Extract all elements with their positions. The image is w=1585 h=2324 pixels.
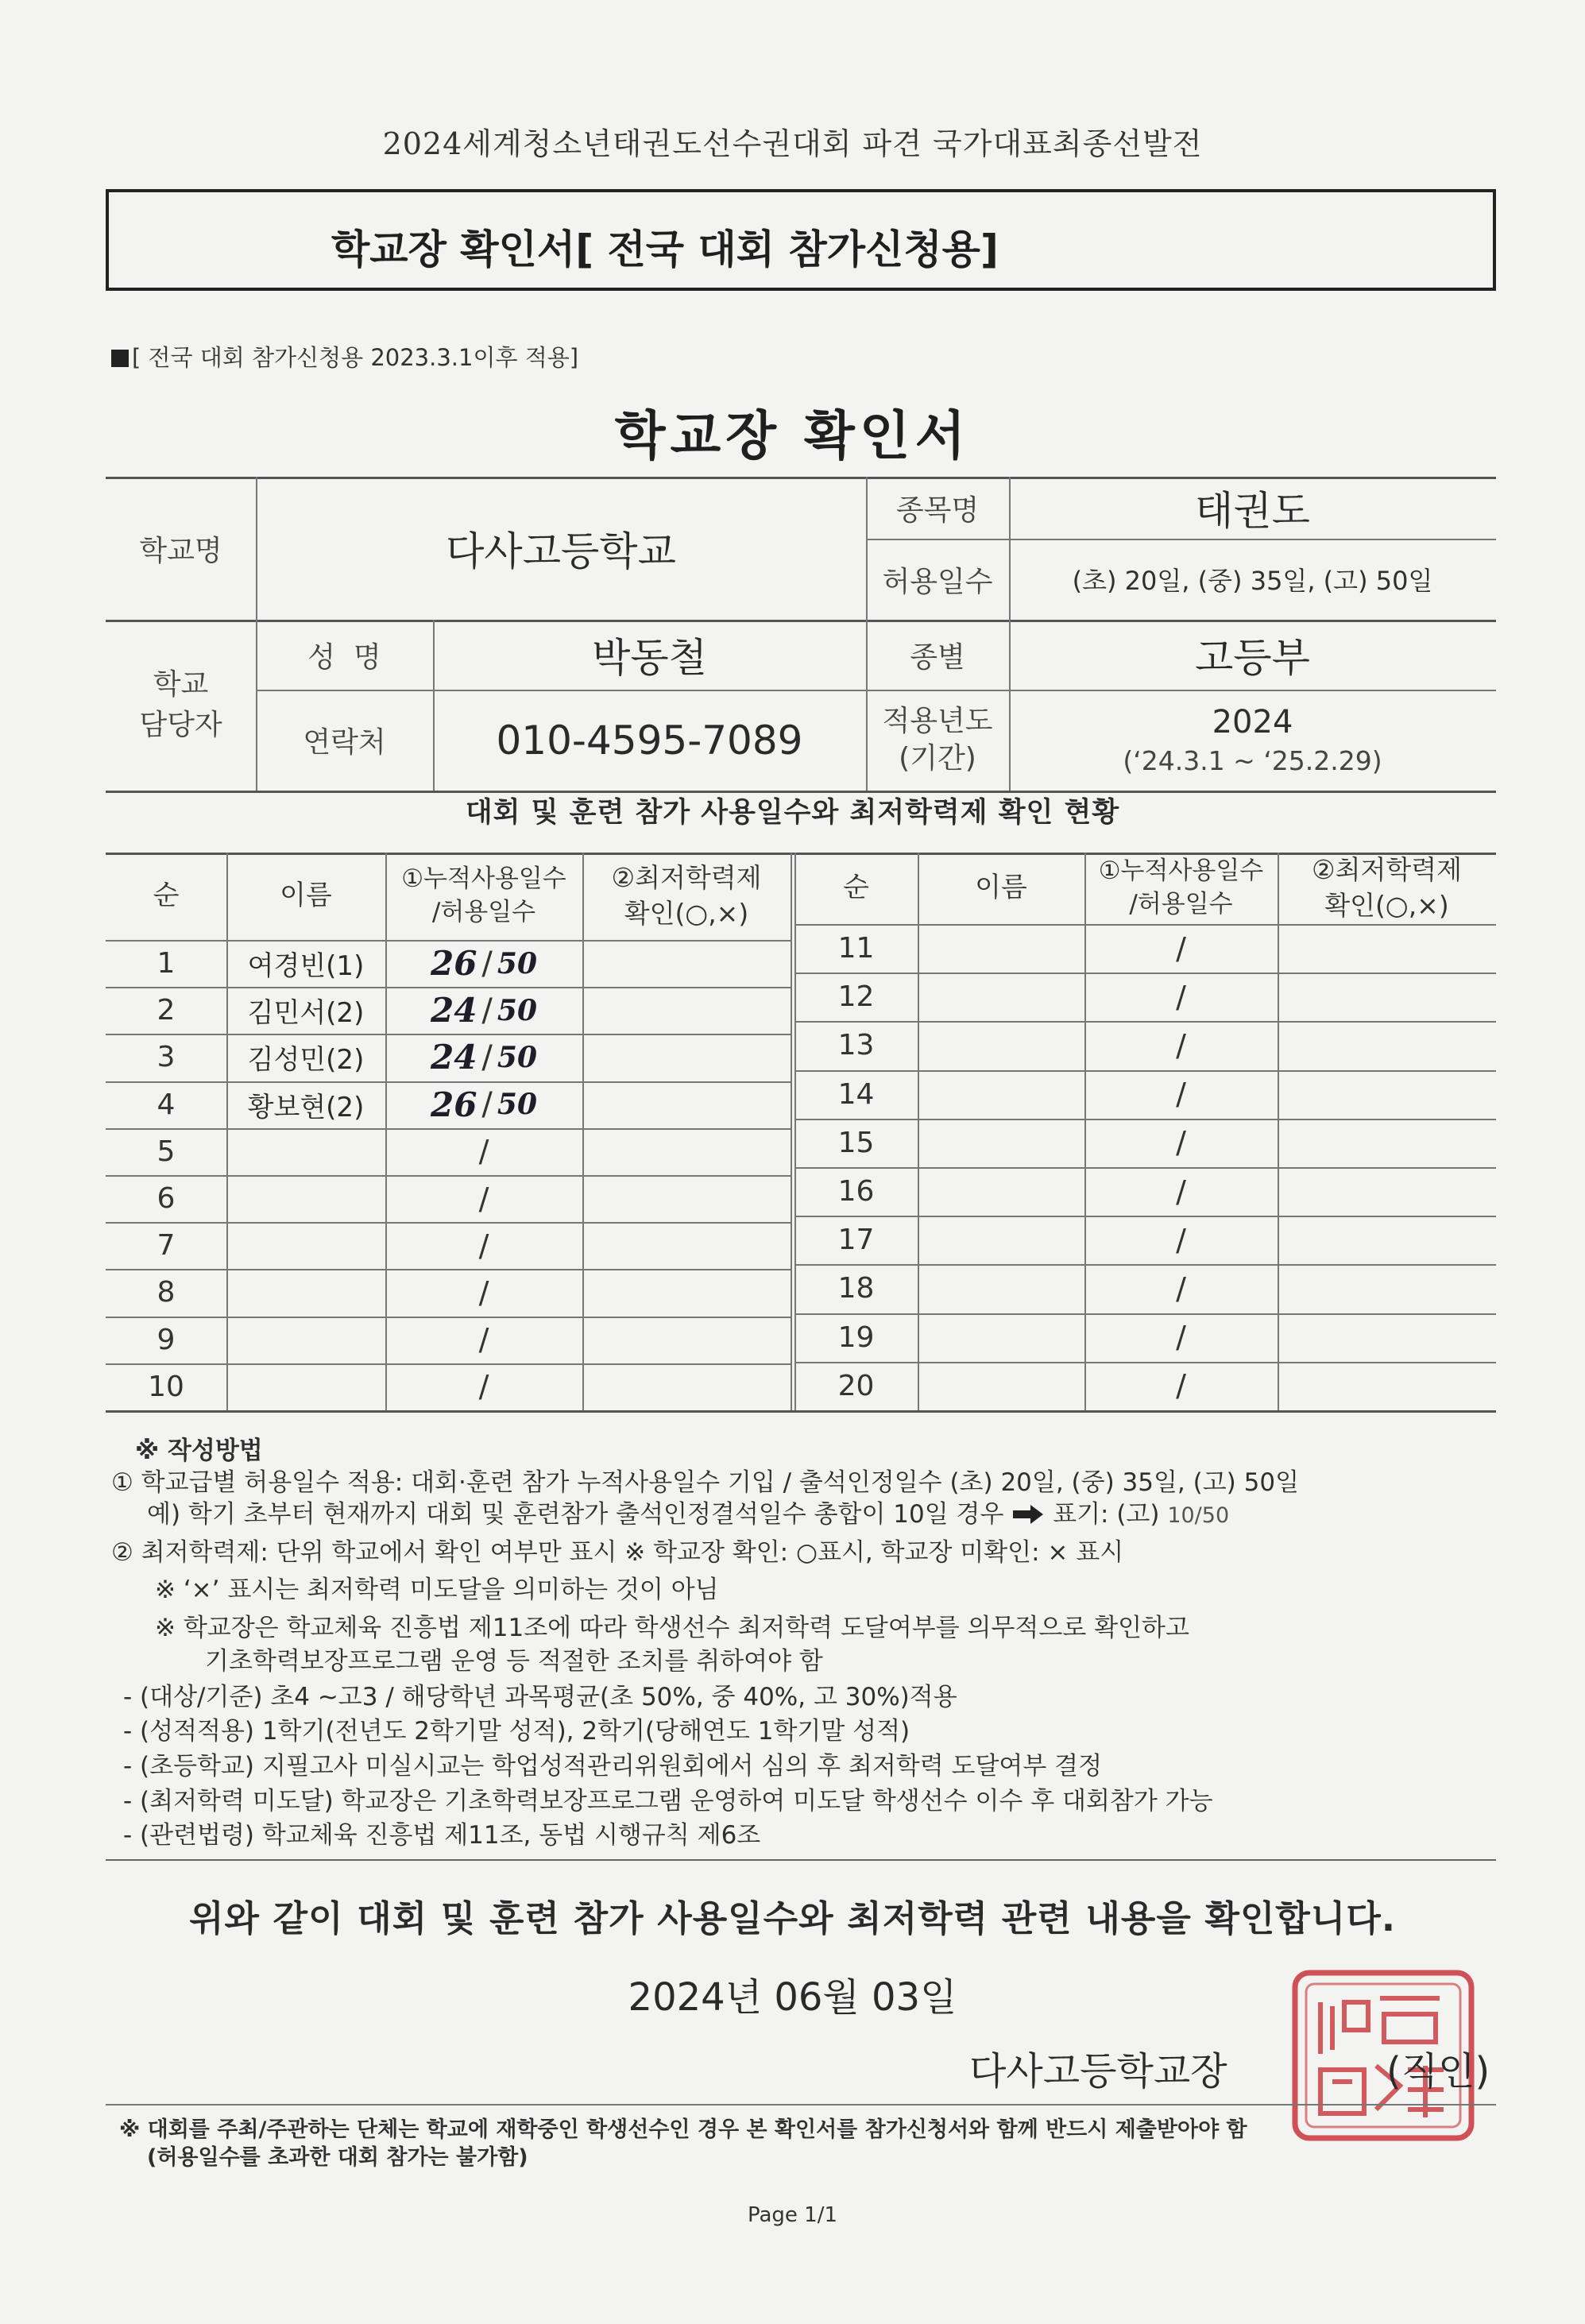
footer-note-2: (허용일수를 초과한 대회 참가는 불가함) [147, 2145, 528, 2170]
min-academic-check [1278, 1264, 1496, 1313]
usage-days [385, 1128, 582, 1175]
min-academic-check [1278, 973, 1496, 1021]
footer-rule [106, 2104, 1496, 2106]
min-academic-check [1278, 1313, 1496, 1362]
grid-col-rule [791, 853, 792, 1410]
usage-days [385, 1175, 582, 1222]
used-days: 24 [430, 991, 477, 1031]
slash: / [1176, 1174, 1186, 1209]
row-number: 6 [157, 1182, 176, 1216]
note-1: ① 학교급별 허용일수 적용: 대회·훈련 참가 누적사용일수 기입 / 출석인정일수 (초) 20일, (중) 35일, (고) 50일 [111, 1468, 1300, 1497]
min-academic-check [1278, 924, 1496, 973]
slash: / [481, 992, 493, 1029]
min-academic-check [1278, 1119, 1496, 1167]
slash: / [1176, 1270, 1186, 1306]
row-number: 2 [157, 994, 176, 1027]
col-header-check-right: ②최저학력제 확인(○,×) [1312, 854, 1462, 921]
division-value: 고등부 [1195, 635, 1310, 681]
min-academic-check [582, 1081, 791, 1128]
manager-label: 학교 담당자 [139, 668, 222, 741]
min-academic-check [582, 987, 791, 1034]
usage-days [1084, 1119, 1278, 1167]
period-value: (‘24.3.1 ~ ‘25.2.29) [1123, 745, 1382, 776]
year-label: 적용년도 (기간) [882, 704, 993, 775]
usage-days [1084, 973, 1278, 1021]
athlete-name [226, 1317, 385, 1363]
slash: / [478, 1134, 489, 1170]
slash: / [1176, 930, 1186, 966]
sport-label: 종목명 [895, 493, 980, 527]
allowed-days-label: 허용일수 [882, 565, 993, 598]
athlete-name [226, 1269, 385, 1316]
min-academic-check [582, 1034, 791, 1081]
athlete-name [918, 973, 1084, 1021]
slash: / [1176, 1125, 1186, 1161]
usage-days [1084, 1070, 1278, 1119]
athlete-name [918, 1362, 1084, 1410]
note-3: ※ ‘×’ 표시는 최저학력 미도달을 의미하는 것이 아님 [155, 1576, 719, 1604]
slash: / [481, 1038, 493, 1076]
row-number: 13 [837, 1029, 875, 1062]
athlete-name [226, 1222, 385, 1269]
min-academic-check [582, 1222, 791, 1269]
slash: / [1176, 1222, 1186, 1258]
document-title: 학교장 확인서 [614, 405, 971, 466]
row-number: 8 [157, 1276, 176, 1309]
athlete-name [918, 1264, 1084, 1313]
principal-title: 다사고등학교장 [969, 2049, 1227, 2094]
athlete-name [918, 1167, 1084, 1216]
row-number: 15 [837, 1126, 875, 1159]
usage-days [385, 1081, 582, 1128]
col-header-no: 순 [153, 880, 180, 912]
slash: / [478, 1322, 489, 1358]
seal-mark-label: (직인) [1386, 2049, 1490, 2094]
note-4b: 기초학력보장프로그램 운영 등 적절한 조치를 취하여야 함 [205, 1647, 823, 1676]
name-label: 성 명 [307, 640, 381, 674]
slash: / [478, 1274, 489, 1310]
row-number: 11 [837, 932, 875, 965]
detail-4: - (최저학력 미도달) 학교장은 기초학력보장프로그램 운영하여 미도달 학생선수 이수 후 대회참가 가능 [123, 1787, 1213, 1816]
min-academic-check [582, 1175, 791, 1222]
row-number: 10 [148, 1370, 184, 1403]
detail-1: - (대상/기준) 초4 ~고3 / 해당학년 과목평균(초 50%, 중 40%, 고 30%)적용 [123, 1683, 957, 1711]
allowed-days: 50 [497, 1088, 538, 1122]
notes-bottom-rule [106, 1859, 1496, 1861]
athlete-name [918, 1119, 1084, 1167]
school-name-label: 학교명 [139, 534, 222, 567]
footer-note-1: ※ 대회를 주최/주관하는 단체는 학교에 재학중인 학생선수인 경우 본 확인서를 참가신청서와 함께 반드시 제출받아야 함 [119, 2117, 1247, 2142]
usage-days [1084, 1362, 1278, 1410]
slash: / [481, 1086, 493, 1123]
slash: / [478, 1181, 489, 1216]
row-number: 5 [157, 1135, 176, 1168]
row-number: 14 [837, 1077, 875, 1111]
usage-days [1084, 1313, 1278, 1362]
min-academic-check [582, 1363, 791, 1410]
athlete-name [918, 1216, 1084, 1264]
usage-days [385, 1363, 582, 1410]
col-header-usage: ①누적사용일수 /허용일수 [401, 864, 566, 926]
col-header-name-right: 이름 [975, 872, 1027, 904]
detail-3: - (초등학교) 지필고사 미실시교는 학업성적관리위원회에서 심의 후 최저학력 도달여부 결정 [123, 1752, 1103, 1781]
athlete-name [918, 1021, 1084, 1069]
row-number: 7 [157, 1229, 176, 1263]
slash: / [481, 945, 493, 982]
athlete-name [918, 1313, 1084, 1362]
slash: / [1176, 1368, 1186, 1404]
detail-5: - (관련법령) 학교체육 진흥법 제11조, 동법 시행규칙 제6조 [123, 1821, 761, 1850]
min-academic-check [1278, 1216, 1496, 1264]
athlete-name [918, 1070, 1084, 1119]
slash: / [478, 1228, 489, 1263]
usage-days [385, 1222, 582, 1269]
slash: / [1176, 1077, 1186, 1112]
row-number: 17 [837, 1224, 875, 1257]
right-arrow-icon [1011, 1503, 1045, 1525]
athlete-name [226, 1363, 385, 1410]
used-days: 26 [430, 1085, 477, 1124]
note-4: ※ 학교장은 학교체육 진흥법 제11조에 따라 학생선수 최저학력 도달여부를 의무적으로 확인하고 [155, 1614, 1189, 1642]
min-academic-check [582, 1128, 791, 1175]
usage-days [385, 940, 582, 987]
min-academic-check [1278, 1362, 1496, 1410]
sport-value: 태권도 [1195, 488, 1310, 534]
school-name-value: 다사고등학교 [446, 528, 676, 574]
usage-days [385, 1269, 582, 1316]
square-bullet-icon [111, 350, 129, 367]
min-academic-check [1278, 1070, 1496, 1119]
usage-days [1084, 1021, 1278, 1069]
col-header-usage-right: ①누적사용일수 /허용일수 [1098, 857, 1264, 918]
allowed-days: 50 [497, 946, 538, 980]
used-days: 26 [430, 944, 477, 984]
division-label: 종별 [910, 640, 965, 674]
confirmation-statement: 위와 같이 대회 및 훈련 참가 사용일수와 최저학력 관련 내용을 확인합니다. [189, 1897, 1396, 1939]
page-number: Page 1/1 [747, 2203, 838, 2227]
year-value: 2024 [1212, 704, 1293, 741]
issue-date: 2024년 06월 03일 [628, 1975, 957, 2020]
contact-label: 연락처 [303, 726, 386, 759]
athlete-name [226, 1175, 385, 1222]
usage-days [1084, 924, 1278, 973]
row-number: 9 [157, 1323, 176, 1356]
min-academic-check [582, 1317, 791, 1363]
usage-days [385, 1317, 582, 1363]
row-number: 1 [157, 947, 176, 980]
event-title: 2024세계청소년태권도선수권대회 파견 국가대표최종선발전 [382, 126, 1203, 161]
boxed-title-frame [106, 189, 1496, 291]
detail-2: - (성적적용) 1학기(전년도 2학기말 성적), 2학기(당해연도 1학기말 성적) [123, 1717, 910, 1746]
row-number: 19 [837, 1321, 875, 1354]
row-number: 16 [837, 1175, 875, 1208]
usage-table-title: 대회 및 훈련 참가 사용일수와 최저학력제 확인 현황 [465, 797, 1120, 829]
row-number: 4 [157, 1088, 176, 1121]
col-header-name: 이름 [280, 880, 332, 912]
min-academic-check [582, 940, 791, 987]
usage-days [385, 1034, 582, 1081]
notes-heading: ※ 작성방법 [135, 1437, 263, 1465]
min-academic-check [1278, 1167, 1496, 1216]
contact-value: 010-4595-7089 [496, 717, 803, 764]
col-header-no-right: 순 [843, 872, 869, 904]
applicability-note: [ 전국 대회 참가신청용 2023.3.1이후 적용] [111, 340, 578, 373]
note-2: ② 최저학력제: 단위 학교에서 확인 여부만 표시 ※ 학교장 확인: ○표시, 학교장 미확인: × 표시 [111, 1538, 1124, 1567]
allowed-days: 50 [497, 993, 538, 1027]
year-cell [1009, 690, 1496, 791]
allowed-days-value: (초) 20일, (중) 35일, (고) 50일 [1072, 566, 1433, 596]
col-header-check: ②최저학력제 확인(○,×) [611, 862, 762, 929]
row-number: 3 [157, 1041, 176, 1074]
athlete-name [918, 924, 1084, 973]
slash: / [478, 1369, 489, 1405]
usage-days [1084, 1216, 1278, 1264]
used-days: 24 [430, 1038, 477, 1077]
grid-bottom-rule [106, 1410, 1496, 1413]
slash: / [1176, 1320, 1186, 1355]
slash: / [1176, 1027, 1186, 1063]
usage-days [1084, 1167, 1278, 1216]
note-1-example: 예) 학기 초부터 현재까지 대회 및 훈련참가 출석인정결석일수 총합이 10일 경우 표기: (고) 10/50 [147, 1500, 1230, 1529]
row-number: 18 [837, 1272, 875, 1305]
row-number: 12 [837, 980, 875, 1014]
athlete-name: 황보현(2) [247, 1091, 365, 1123]
athlete-name: 김민서(2) [247, 997, 365, 1030]
boxed-title: 학교장 확인서[ 전국 대회 참가신청용] [331, 226, 999, 273]
min-academic-check [1278, 1021, 1496, 1069]
row-number: 20 [837, 1369, 875, 1402]
athlete-name: 여경빈(1) [247, 950, 365, 983]
usage-days [1084, 1264, 1278, 1313]
slash: / [1176, 979, 1186, 1015]
usage-days [385, 987, 582, 1034]
athlete-name [226, 1128, 385, 1175]
min-academic-check [582, 1269, 791, 1316]
athlete-name: 김성민(2) [247, 1044, 365, 1077]
manager-name-value: 박동철 [592, 635, 707, 681]
allowed-days: 50 [497, 1040, 538, 1074]
